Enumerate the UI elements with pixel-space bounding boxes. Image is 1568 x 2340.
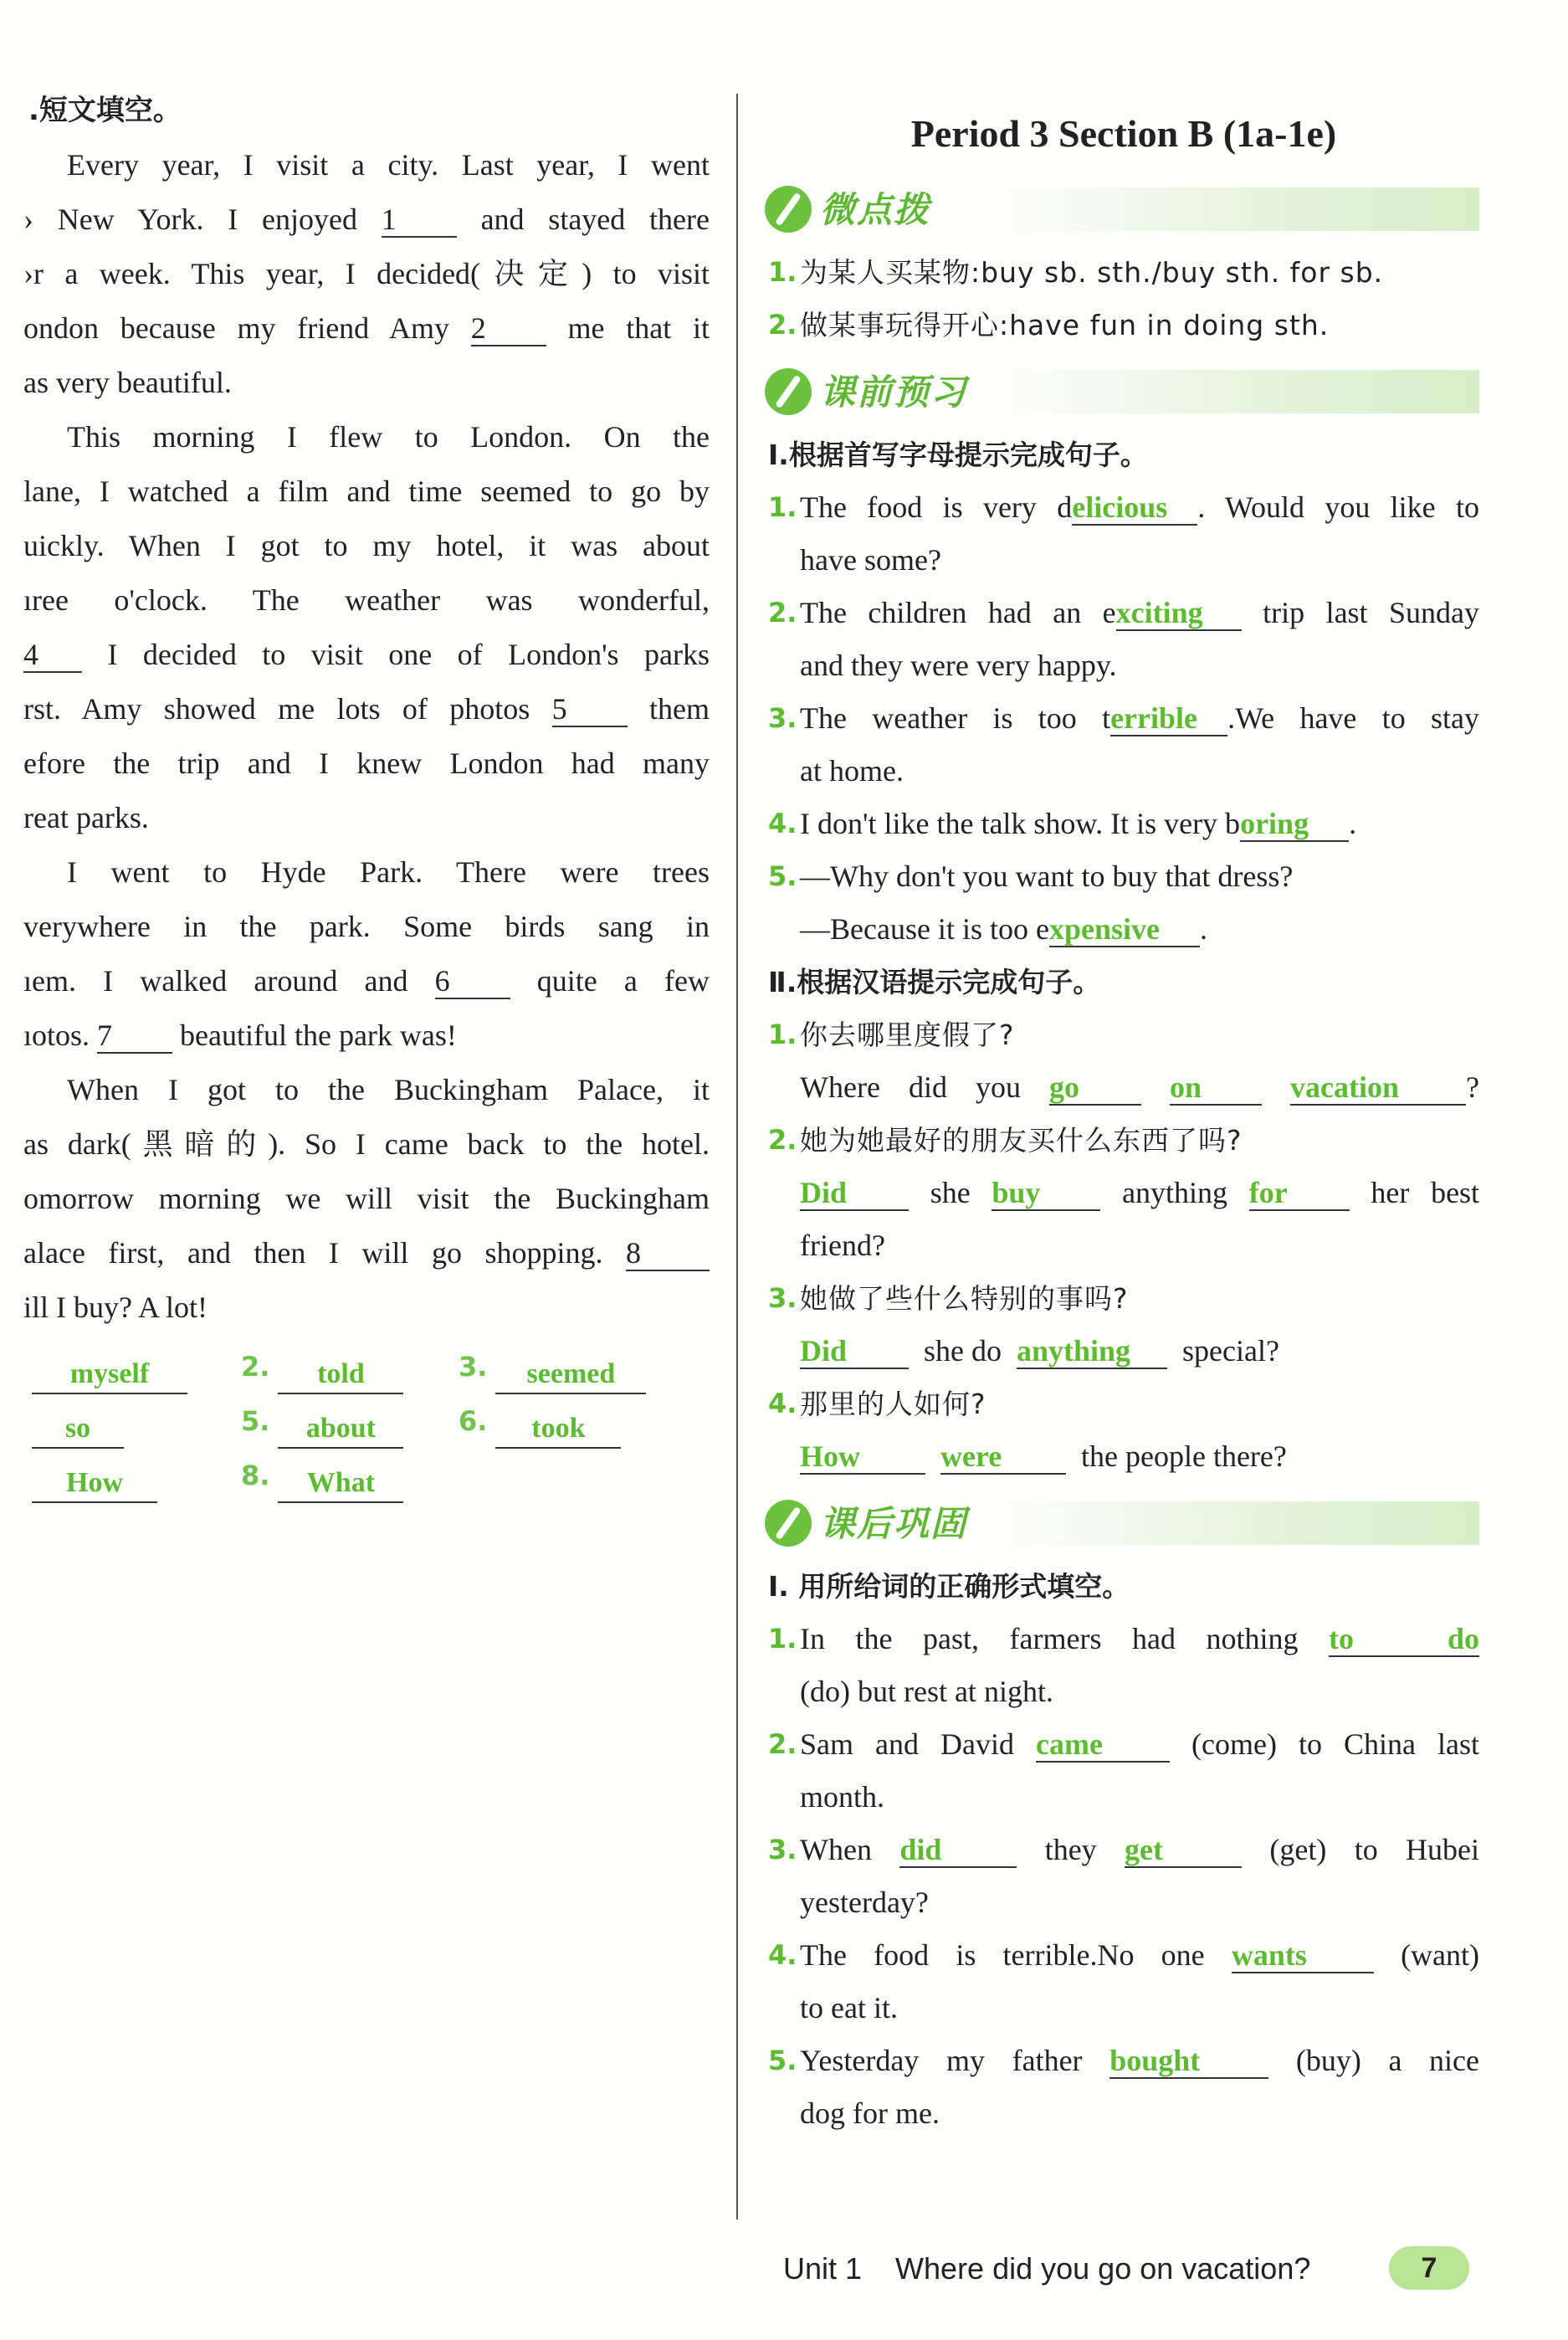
question: 4. 那里的人如何? How were the people there?	[768, 1388, 1287, 1473]
answer: about	[278, 1410, 403, 1449]
pencil-leaf-icon	[765, 186, 812, 233]
blank-6: 6	[435, 964, 510, 999]
answer: did	[899, 1833, 1017, 1868]
text-line: uickly. When I got to my hotel, it was about	[23, 529, 710, 562]
text-line: ill I buy? A lot!	[23, 1291, 208, 1324]
text-line: › New York. I enjoyed 1 and stayed there	[23, 203, 710, 236]
right-column	[768, 100, 1479, 2140]
answer: elicious	[1072, 490, 1197, 526]
answer: told	[278, 1356, 403, 1394]
question: 1. 你去哪里度假了? Where did you go on vacation ?	[768, 1019, 1479, 1104]
text-line: rst. Amy showed me lots of photos 5 them	[23, 692, 710, 726]
answer: were	[940, 1439, 1066, 1475]
text-line: 4 I decided to visit one of London's parks	[23, 638, 710, 671]
answer: How	[32, 1465, 157, 1503]
text-line: This morning I flew to London. On the	[67, 420, 710, 454]
pencil-leaf-icon	[765, 1500, 812, 1547]
column-divider	[736, 94, 738, 2219]
question: 4. The food is terrible.No one wants (want) to eat it.	[768, 1938, 1480, 2024]
blank-7: 7	[97, 1019, 172, 1054]
blank-1: 1	[382, 203, 457, 238]
question: 3. 她做了些什么特别的事吗? Did she do anything special?	[768, 1282, 1279, 1368]
answer: to do	[1329, 1622, 1480, 1655]
answer: on	[1170, 1070, 1262, 1106]
answer: How	[800, 1439, 925, 1475]
answer: buy	[992, 1176, 1100, 1211]
question: 1. The food is very delicious . Would you like to have some?	[768, 490, 1479, 577]
answer: bought	[1109, 2044, 1268, 2079]
text-line: Every year, I visit a city. Last year, I went	[67, 148, 710, 182]
question: 2. 她为她最好的朋友买什么东西了吗? Did she buy anything for her best friend?	[768, 1124, 1480, 1262]
text-line: reat parks.	[23, 801, 149, 834]
answer: What	[278, 1465, 403, 1503]
text-line: omorrow morning we will visit the Buckingham	[23, 1182, 710, 1215]
section-banner: 课后巩固	[765, 1490, 1479, 1557]
blank-5: 5	[552, 692, 628, 727]
text-line: ıotos. 7 beautiful the park was!	[23, 1019, 457, 1052]
question: 2. The children had an exciting trip last Sunday and they were very happy.	[768, 596, 1480, 682]
answer: came	[1036, 1727, 1170, 1763]
exercise-heading: Ⅱ.根据汉语提示完成句子。	[768, 966, 1101, 998]
pencil-leaf-icon	[765, 368, 812, 415]
tip-item: 1. 为某人买某物:buy sb. sth./buy sth. for sb.	[768, 256, 1384, 289]
answer: Did	[800, 1334, 909, 1369]
text-line: I went to Hyde Park. There were trees	[67, 855, 710, 889]
answer: for	[1249, 1176, 1350, 1211]
text-line: verywhere in the park. Some birds sang in	[23, 910, 710, 943]
answer: xciting	[1116, 596, 1242, 631]
blank-8: 8	[626, 1236, 710, 1271]
tip-item: 2. 做某事玩得开心:have fun in doing sth.	[768, 309, 1330, 341]
text-line: as very beautiful.	[23, 366, 232, 399]
question: 1. In the past, farmers had nothing to do (do) but rest at night.	[768, 1622, 1480, 1708]
blank-2: 2	[471, 311, 546, 346]
exercise-heading: Ⅰ.根据首写字母提示完成句子。	[768, 439, 1148, 471]
answer: errible	[1110, 701, 1227, 736]
answer: vacation	[1290, 1070, 1466, 1106]
question: 3. When did they get (get) to Hubei yesterday?	[768, 1833, 1480, 1919]
answer: seemed	[495, 1356, 646, 1394]
section-banner: 微点拨	[765, 176, 1479, 243]
question: 5. Yesterday my father bought (buy) a nice dog for me.	[768, 2044, 1480, 2130]
answer: go	[1049, 1070, 1141, 1106]
answer: took	[495, 1410, 621, 1449]
answer-grid: myself 2. told 3. seemed so 5. about 6. took How 8. What	[23, 1340, 710, 1503]
section-banner: 课前预习	[765, 358, 1479, 425]
answer: wants	[1232, 1938, 1374, 1973]
text-line: alace first, and then I will go shopping. 8	[23, 1226, 710, 1280]
text-line: efore the trip and I knew London had many	[23, 747, 710, 780]
exercise-heading: Ⅰ. 用所给词的正确形式填空。	[768, 1570, 1130, 1603]
text-line: ›r a week. This year, I decided(决定) to visit	[23, 257, 710, 290]
text-line: ondon because my friend Amy 2 me that it	[23, 311, 710, 345]
page-number: 7	[1389, 2246, 1469, 2290]
cloze-heading: .短文填空。	[28, 94, 182, 127]
text-line: ıree o'clock. The weather was wonderful,	[23, 583, 710, 617]
question: 5. —Why don't you want to buy that dress? —Because it is too expensive .	[768, 860, 1294, 946]
page-title: Period 3 Section B (1a-1e)	[910, 112, 1337, 155]
question: 4. I don't like the talk show. It is very boring .	[768, 807, 1357, 840]
answer: anything	[1017, 1334, 1167, 1369]
answer: myself	[32, 1356, 187, 1394]
answer: Did	[800, 1176, 909, 1211]
footer-unit-title: Unit 1 Where did you go on vacation?	[783, 2251, 1311, 2286]
question: 2. Sam and David came (come) to China last month.	[768, 1727, 1479, 1814]
text-line: lane, I watched a film and time seemed to go by	[23, 475, 710, 508]
answer: so	[32, 1410, 124, 1449]
blank-4: 4	[23, 638, 82, 673]
text-line: as dark(黑暗的). So I came back to the hotel.	[23, 1127, 710, 1161]
text-line: ıem. I walked around and 6 quite a few	[23, 964, 710, 998]
left-column	[23, 84, 710, 1503]
answer: xpensive	[1049, 912, 1200, 947]
answer: get	[1125, 1833, 1242, 1868]
text-line: When I got to the Buckingham Palace, it	[67, 1073, 710, 1106]
question: 3. The weather is too terrible .We have to stay at home.	[768, 701, 1479, 788]
answer: oring	[1240, 807, 1349, 842]
